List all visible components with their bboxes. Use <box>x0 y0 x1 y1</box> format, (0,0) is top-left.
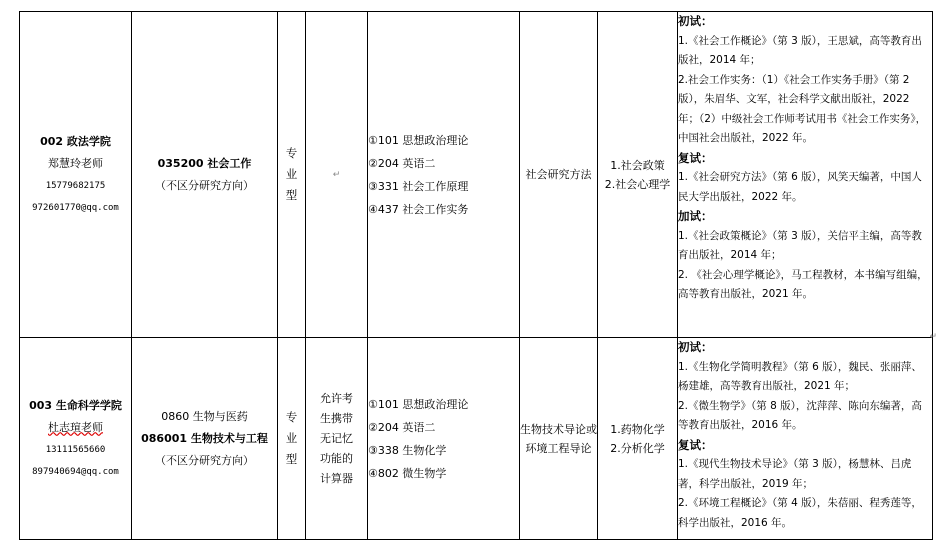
book-entry: 1.《生物化学简明教程》（第 6 版），魏民、张丽萍、杨建雄，高等教育出版社，2021 年； <box>678 360 922 392</box>
major-direction: （不区分研究方向） <box>155 178 254 192</box>
degree-type-cell <box>278 338 306 540</box>
book-entry: 2.社会工作实务：（1）《社会工作实务手册》（第 2 版），朱眉华、文军，社会科学文献出版社，2022 年；（2）中级社会工作师考试用书《社会工作实务》，中国社会出版社，2022 年。 <box>678 73 927 144</box>
exam-subjects-cell <box>368 338 520 540</box>
teacher-name: 杜志瑄老师 <box>48 420 103 434</box>
teacher-name: 郑慧玲老师 <box>48 156 103 170</box>
exam-subject: ④802 微生物学 <box>368 466 447 480</box>
book-entry: 1.《社会工作概论》（第 3 版），王思斌，高等教育出版社，2014 年； <box>678 34 922 66</box>
remark-text: 允许考生携带无记忆功能的计算器 <box>320 391 353 485</box>
school-cell <box>20 12 132 338</box>
exam-subject: ③331 社会工作原理 <box>368 179 469 193</box>
exam-subject: ①101 思想政治理论 <box>368 133 469 147</box>
exam-subject: ②204 英语二 <box>368 156 436 170</box>
school-name: 003 生命科学学院 <box>29 398 122 412</box>
remark-cell <box>306 338 368 540</box>
major-code-name: 035200 社会工作 <box>157 156 252 170</box>
section-heading-extra: 加试： <box>678 209 713 223</box>
extra-subject: 1.药物化学 <box>610 422 665 436</box>
major-cell <box>132 12 278 338</box>
extra-test-cell <box>598 338 678 540</box>
major-direction: （不区分研究方向） <box>155 453 254 467</box>
section-heading-retest: 复试： <box>678 437 713 452</box>
major-code-name: 086001 生物技术与工程 <box>141 431 268 445</box>
extra-subject: 1.社会政策 <box>610 158 665 172</box>
exam-subjects-cell <box>368 12 520 338</box>
remark-cell <box>306 12 368 338</box>
exam-subject: ④437 社会工作实务 <box>368 202 469 216</box>
section-heading-initial: 初试： <box>678 14 713 28</box>
major-cell <box>132 338 278 540</box>
reference-books-cell <box>678 12 933 338</box>
major-category: 0860 生物与医药 <box>161 409 248 423</box>
retest-cell <box>520 338 598 540</box>
degree-type: 专业型 <box>285 146 298 202</box>
book-entry: 2. 《社会心理学概论》，马工程教材，本书编写组编，高等教育出版社，2021 年。 <box>678 268 928 300</box>
school-name: 002 政法学院 <box>40 134 111 148</box>
book-entry: 1.《现代生物技术导论》（第 3 版），杨慧林、吕虎著，科学出版社，2019 年； <box>678 458 912 490</box>
teacher-email: 897940694@qq.com <box>32 466 119 477</box>
teacher-phone: 13111565660 <box>45 444 106 455</box>
book-entry: 1.《社会政策概论》（第 3 版），关信平主编，高等教育出版社，2014 年； <box>678 229 922 261</box>
exam-subject: ①101 思想政治理论 <box>368 397 469 411</box>
table-row <box>20 12 933 338</box>
admissions-table <box>19 11 933 540</box>
reference-books-cell <box>678 338 933 540</box>
teacher-phone: 15779682175 <box>45 180 106 191</box>
degree-type-cell <box>278 12 306 338</box>
degree-type: 专业型 <box>285 410 298 466</box>
school-cell <box>20 338 132 540</box>
section-heading-retest: 复试： <box>678 150 713 165</box>
section-heading-initial: 初试： <box>678 340 713 354</box>
extra-test-cell <box>598 12 678 338</box>
extra-subject: 2.社会心理学 <box>604 177 671 191</box>
table-row <box>20 338 933 540</box>
exam-subject: ③338 生物化学 <box>368 443 447 457</box>
extra-subject: 2.分析化学 <box>610 441 665 455</box>
exam-subject: ②204 英语二 <box>368 420 436 434</box>
retest-subject: 生物技术导论或环境工程导论 <box>520 422 597 455</box>
book-entry: 1.《社会研究方法》（第 6 版），风笑天编著，中国人民大学出版社，2022 年。 <box>678 171 922 203</box>
paragraph-mark: ↵ <box>332 170 341 180</box>
teacher-email: 972601770@qq.com <box>32 202 119 213</box>
book-entry: 2.《环境工程概论》（第 4 版），朱蓓丽、程秀莲等，科学出版社，2016 年。 <box>678 497 922 529</box>
retest-subject: 社会研究方法 <box>525 168 592 181</box>
paragraph-mark: ↵ <box>929 332 937 342</box>
retest-cell <box>520 12 598 338</box>
book-entry: 2.《微生物学》（第 8 版），沈萍萍、陈向东编著，高等教育出版社，2016 年。 <box>678 399 922 431</box>
